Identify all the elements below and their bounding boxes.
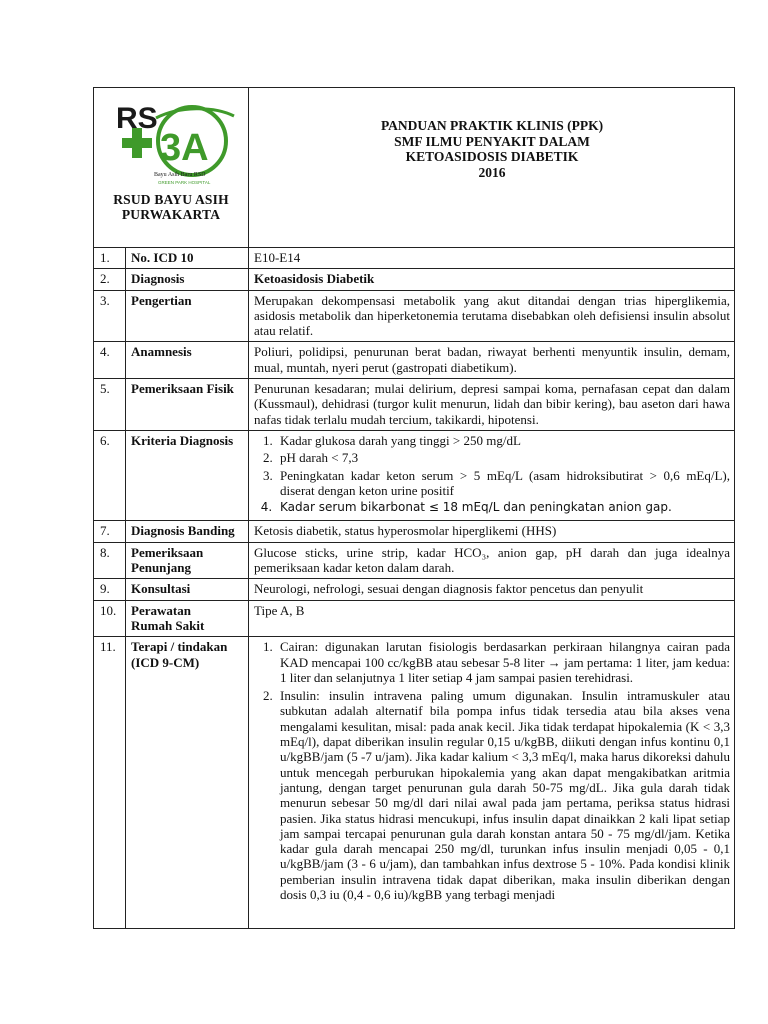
- row-value: Neurologi, nefrologi, sesuai dengan diagnosis faktor pencetus dan penyulit: [249, 579, 735, 600]
- criteria-list: [254, 433, 730, 515]
- title-line1: PANDUAN PRAKTIK KLINIS (PPK): [380, 118, 604, 133]
- row-number: 1.: [94, 248, 126, 269]
- row-label: [126, 637, 249, 929]
- row-value: Ketoasidosis Diabetik: [249, 269, 735, 290]
- row-number: 3.: [94, 290, 126, 342]
- row-number: 8.: [94, 542, 126, 579]
- row-number: 11.: [94, 637, 126, 929]
- row-label: Konsultasi: [126, 579, 249, 600]
- row-value: E10-E14: [249, 248, 735, 269]
- row-number: 7.: [94, 521, 126, 542]
- table-row: [94, 430, 735, 520]
- title-line4: 2016: [478, 164, 506, 180]
- row-value: Poliuri, polidipsi, penurunan berat badan, riwayat berhenti menyuntik insulin, demam, mual, muntah, nyeri perut (gastropati diabetikum).: [249, 342, 735, 379]
- list-item: 1. Kadar glukosa darah yang tinggi > 250 mg/dL: [276, 433, 730, 448]
- row-value: Glucose sticks, urine strip, kadar HCO₃, anion gap, pH darah dan juga idealnya pemeriksaan kadar keton dalam darah.: [249, 542, 735, 579]
- table-row: [94, 579, 735, 600]
- row-value: Ketosis diabetik, status hyperosmolar hiperglikemi (HHS): [249, 521, 735, 542]
- row-label: Kriteria Diagnosis: [126, 430, 249, 520]
- row-label: Anamnesis: [126, 342, 249, 379]
- therapy-content: [254, 639, 730, 925]
- logo-tagline: Bayu Asih Baru RSD: [154, 172, 206, 178]
- row-value: [249, 430, 735, 520]
- row-number: 5.: [94, 379, 126, 431]
- row-label-line1: Perawatan: [131, 602, 191, 618]
- table-row: [94, 637, 735, 929]
- table-row: [94, 379, 735, 431]
- hospital-name: [94, 192, 248, 222]
- row-label-line2: Rumah Sakit: [131, 617, 205, 633]
- list-item: 3. Peningkatan kadar keton serum > 5 mEq/L (asam hidroksibutirat > 0,6 mEq/L), diserat dengan keton urine positif: [276, 468, 730, 499]
- row-label-line1: Pemeriksaan: [131, 544, 204, 560]
- row-number: 6.: [94, 430, 126, 520]
- table-row: [94, 521, 735, 542]
- row-label-line2: Penunjang: [131, 560, 191, 576]
- row-number: 2.: [94, 269, 126, 290]
- row-label: Diagnosis: [126, 269, 249, 290]
- row-value: Merupakan dekompensasi metabolik yang akut ditandai dengan trias hiperglikemia, asidosis metabolik dan hiperketonemia terutama disebabkan oleh defisiensi insulin absolut atau relatif.: [249, 290, 735, 342]
- logo-arc-text: GREEN PARK HOSPITAL: [158, 180, 211, 185]
- hospital-name-line1: RSUD BAYU ASIH: [113, 192, 229, 207]
- table-row: [94, 248, 735, 269]
- row-value: [249, 637, 735, 929]
- row-label: Diagnosis Banding: [126, 521, 249, 542]
- title-line2: SMF ILMU PENYAKIT DALAM: [394, 133, 590, 149]
- list-item: 4. Kadar serum bikarbonat ≤ 18 mEq/L dan peningkatan anion gap.: [276, 500, 730, 515]
- table-row: [94, 269, 735, 290]
- row-number: 10.: [94, 600, 126, 637]
- hospital-logo: [94, 88, 248, 192]
- row-label: No. ICD 10: [126, 248, 249, 269]
- table-row: [94, 542, 735, 579]
- row-number: 4.: [94, 342, 126, 379]
- table-row: [94, 290, 735, 342]
- row-value: Penurunan kesadaran; mulai delirium, depresi sampai koma, pernafasan cepat dan dalam (Kussmaul), dehidrasi (turgor kulit menurun, lidah dan bibir kering), bau aseton dari hawa nafas tidak terlalu mudah tercium, takikardi, hipotensi.: [249, 379, 735, 431]
- svg-text:RS: RS: [116, 102, 158, 135]
- rsba-logo-icon: [94, 98, 249, 192]
- list-item: 2. pH darah < 7,3: [276, 450, 730, 465]
- header-row: [94, 88, 735, 248]
- hospital-name-line2: PURWAKARTA: [121, 207, 221, 222]
- svg-text:3A: 3A: [160, 127, 209, 169]
- table-row: [94, 342, 735, 379]
- ppk-table: [93, 87, 735, 929]
- row-label: [126, 542, 249, 579]
- list-item: 1. Cairan: digunakan larutan fisiologis berdasarkan perkiraan hilangnya cairan pada KAD mencapai 100 cc/kgBB atau sebesar 5-8 liter → jam pertama: 1 liter, jam kedua: 1 liter dan selanjutnya 1 liter setiap 4 jam sampai pasien terehidrasi.: [276, 639, 730, 685]
- row-label-line2: (ICD 9-CM): [131, 654, 200, 670]
- row-number: 9.: [94, 579, 126, 600]
- title-line3: KETOASIDOSIS DIABETIK: [405, 149, 579, 164]
- row-label: Pengertian: [126, 290, 249, 342]
- row-label-line1: Terapi / tindakan: [131, 639, 228, 655]
- row-label: [126, 600, 249, 637]
- row-label: Pemeriksaan Fisik: [126, 379, 249, 431]
- list-item: 2. Insulin: insulin intravena paling umum digunakan. Insulin intramuskuler atau subkutan adalah alternatif bila pompa infus tidak tersedia atau bila akses vena mengalami kesulitan, misal: pada anak kecil. Jika tidak terdapat hipokalemia (K < 3,3 mEq/l), dapat diberikan insulin regular 0,15 u/kgBB, diikuti dengan infus kontinu 0,1 u/kgBB/jam (5 -7 u/jam). Jika kadar kalium < 3,3 mEq/l, maka harus dikoreksi dahulu untuk mencegah perburukan hipokalemia yang akan dapat mengakibatkan aritmia jantung, dengan target penurunan gula darah 50-75 mg/dL. Jika gula darah tidak menurun sebesar 50 mg/dl dari nilai awal pada jam pertama, periksa status hidrasi pasien. Jika status hidrasi mencukupi, infus insulin dapat dinaikkan 2 kali lipat setiap jam sampai tercapai penurunan gula darah konstan antara 50 - 75 mg/dl/jam. Ketika kadar gula darah mencapai 250 mg/dl, turunkan infus insulin menjadi 0,05 - 0,1 u/kgBB/jam (3 - 6 u/jam), dan tambahkan infus dextrose 5 - 10%. Pada kondisi klinik pemberian insulin intravena tidak dapat diberikan, maka insulin diberikan dengan dosis 0,3 iu (0,4 - 0,6 iu)/kgBB yang terbagi menjadi: [276, 688, 730, 902]
- table-row: [94, 600, 735, 637]
- row-value: Tipe A, B: [249, 600, 735, 637]
- logo-cell: [94, 88, 249, 248]
- document-title: [249, 88, 735, 248]
- therapy-list: [254, 639, 730, 902]
